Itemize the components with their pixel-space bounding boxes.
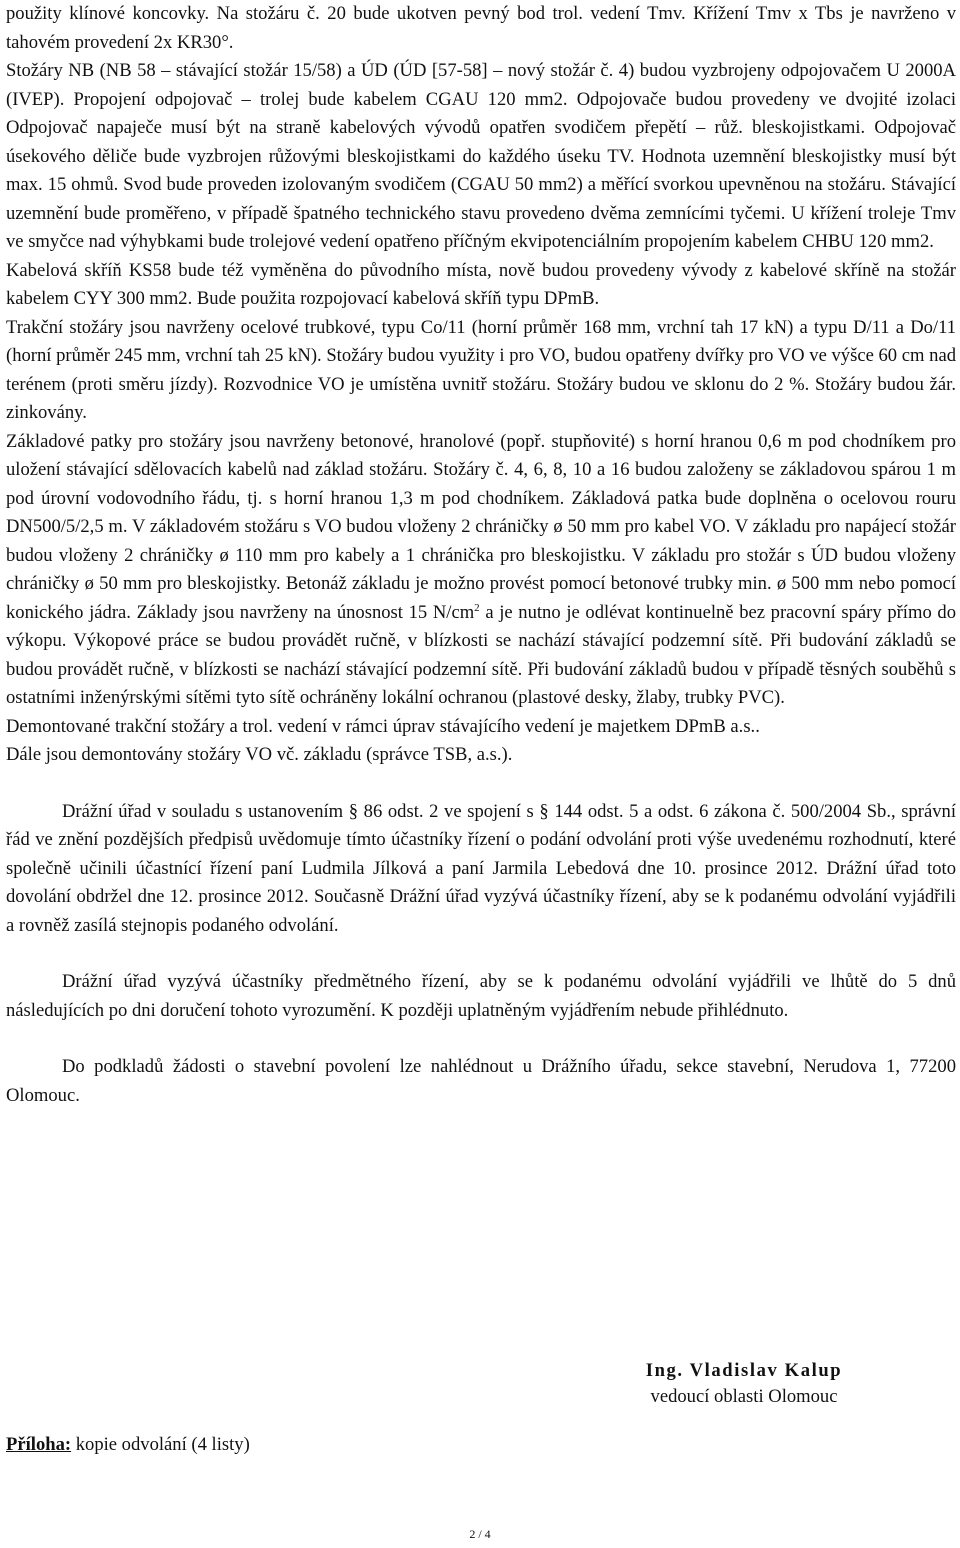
attachment-label: Příloha: bbox=[6, 1434, 72, 1455]
paragraph: Kabelová skříň KS58 bude též vyměněna do původního místa, nově budou provedeny vývody z kabelové skříně na stožár kabelem CYY 300 mm2. Bude použita rozpojovací kabelová skříň typu DPmB. bbox=[6, 259, 956, 309]
signatory-name: Ing. Vladislav Kalup bbox=[645, 1360, 843, 1381]
paragraph: Drážní úřad v souladu s ustanovením § 86 odst. 2 ve spojení s § 144 odst. 5 a odst. 6 zákona č. 500/2004 Sb., správní řád ve znění pozdějších předpisů uvědomuje tímto účastníky řízení o podání odvolání proti výše uvedenému rozhodnutí, které společně učinili účastnící řízení paní Ludmila Jílková a paní Jarmila Lebedová dne 10. prosince 2012. Drážní úřad toto dovolání obdržel dne 12. prosince 2012. Současně Drážní úřad vyzývá účastníky řízení, aby se k podanému odvolání vyjádřili a rovněž zasílá stejnopis podaného odvolání. bbox=[6, 800, 956, 936]
paragraph: Do podkladů žádosti o stavební povolení lze nahlédnout u Drážního úřadu, sekce stavební, Nerudova 1, 77200 Olomouc. bbox=[6, 1056, 956, 1106]
paragraph bbox=[6, 428, 956, 713]
paragraph-part: Základové patky pro stožáry jsou navrženy betonové, hranolové (popř. stupňovité) s horní hranou 0,6 m pod chodníkem pro uložení stávající sdělovacích kabelů nad základ stožáru. Stožáry č. 4, 6, 8, 10 a 16 budou založeny se základovou spárou 1 m pod úrovní vodovodního řádu, tj. s horní hranou 1,3 m pod chodníkem. Základová patka bude doplněna o ocelovou rouru DN500/5/2,5 m. V základovém stožáru s VO budou vloženy 2 chráničky ø 50 mm pro kabel VO. V základu pro napájecí stožár budou vloženy 2 chráničky ø 110 mm pro kabely a 1 chránička pro bleskojistku. V základu pro stožár s ÚD budou vloženy chráničky ø 50 mm pro bleskojistky. Betonáž základu je možno provést pomocí betonové trubky min. ø 500 mm nebo pomocí konického jádra. Základy jsou navrženy na únosnost 15 N/cm bbox=[6, 430, 956, 623]
paragraph-part: a je nutno je odlévat kontinuelně bez pracovní spáry přímo do výkopu. Výkopové práce se budou provádět ručně, v blízkosti se nachází stávající podzemní sítě. Při budování základů se budou provádět ručně, v blízkosti se nachází stávající podzemní sítě. Při budování základů budou v případě těsných souběhů s ostatními inženýrskými sítěmi tyto sítě ochráněny lokální ochranou (plastové desky, žlaby, trubky PVC). bbox=[6, 601, 956, 708]
superscript: 2 bbox=[474, 601, 480, 614]
signature-block bbox=[624, 1358, 864, 1410]
paragraph: Stožáry NB (NB 58 – stávající stožár 15/58) a ÚD (ÚD [57-58] – nový stožár č. 4) budou vyzbrojeny odpojovačem U 2000A (IVEP). Propojení odpojovač – trolej bude kabelem CGAU 120 mm2. Odpojovače budou provedeny ve dvojité izolaci Odpojovač napaječe musí být na straně kabelových vývodů opatřen svodičem přepětí – růž. bleskojistkami. Odpojovač úsekového děliče bude vyzbrojen růžovými bleskojistkami do každého úseku TV. Hodnota uzemnění bleskojistky musí být max. 15 ohmů. Svod bude proveden izolovaným svodičem (CGAU 50 mm2) a měřící svorkou upevněnou na stožáru. Stávající uzemnění bude proměřeno, v případě špatného technického stavu provedeno dvěma zemnícími tyčemi. U křížení troleje Tmv ve smyčce nad výhybkami bude trolejové vedení opatřeno příčným ekvipotenciálním propojením kabelem CHBU 120 mm2. bbox=[6, 60, 956, 252]
paragraph: Trakční stožáry jsou navrženy ocelové trubkové, typu Co/11 (horní průměr 168 mm, vrchní tah 17 kN) a typu D/11 a Do/11 (horní průměr 245 mm, vrchní tah 25 kN). Stožáry budou využity i pro VO, budou opatřeny dvířky pro VO ve výšce 60 cm nad terénem (proti směru jízdy). Rozvodnice VO je umístěna uvnitř stožáru. Stožáry budou ve sklonu do 2 %. Stožáry budou žár. zinkovány. bbox=[6, 316, 956, 423]
attachment-note bbox=[6, 1434, 250, 1456]
paragraph: Demontované trakční stožáry a trol. vedení v rámci úprav stávajícího vedení je majetkem DPmB a.s.. bbox=[6, 715, 760, 737]
paragraph: použity klínové koncovky. Na stožáru č. 20 bude ukotven pevný bod trol. vedení Tmv. Křížení Tmv x Tbs je navrženo v tahovém provedení 2x KR30°. bbox=[6, 3, 956, 53]
attachment-text: kopie odvolání (4 listy) bbox=[71, 1434, 250, 1455]
page-number: 2 / 4 bbox=[469, 1527, 491, 1541]
signatory-title: vedoucí oblasti Olomouc bbox=[650, 1386, 838, 1407]
document-body bbox=[6, 0, 956, 1110]
paragraph: Dále jsou demontovány stožáry VO vč. základu (správce TSB, a.s.). bbox=[6, 744, 513, 765]
paragraph: Drážní úřad vyzývá účastníky předmětného řízení, aby se k podanému odvolání vyjádřili ve lhůtě do 5 dnů následujících po dni doručení tohoto vyrozumění. K později uplatněným vyjádřením nebude přihlédnuto. bbox=[6, 971, 956, 1021]
